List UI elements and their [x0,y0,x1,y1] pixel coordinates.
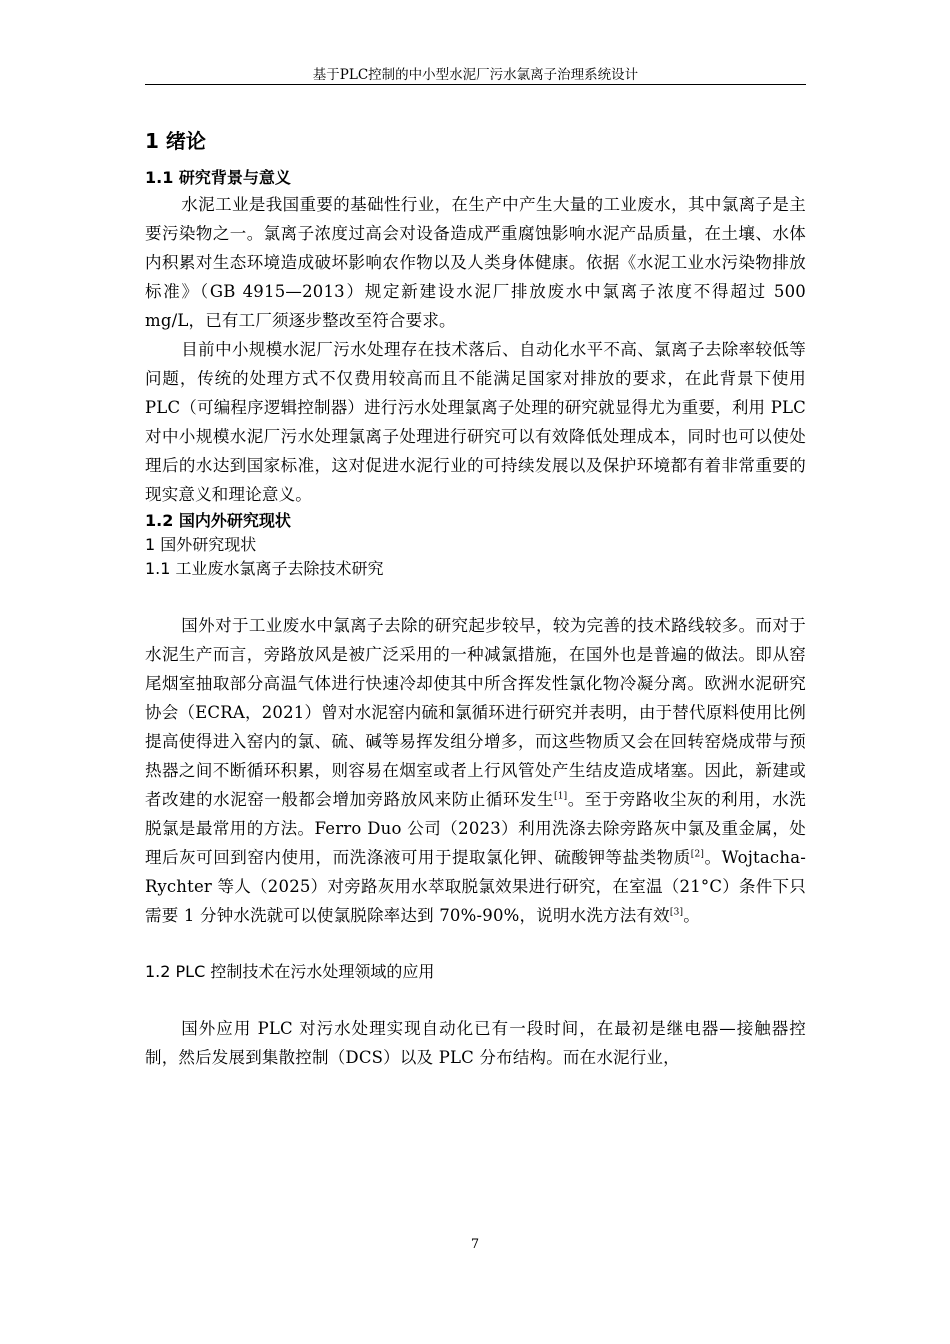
running-header: 基于PLC控制的中小型水泥厂污水氯离子治理系统设计 [312,67,639,83]
header-divider [145,84,806,85]
citation-3: [3] [669,907,684,918]
section-heading-background: 1.1 研究背景与意义 [145,168,291,187]
citation-1: [1] [554,791,568,802]
section-heading-research-status: 1.2 国内外研究现状 [145,511,291,530]
subheading-plc-application: 1.2 PLC 控制技术在污水处理领域的应用 [145,962,435,981]
paragraph-text: 。 [683,906,700,925]
subheading-foreign-research: 1 国外研究现状 [145,535,257,554]
paragraph-plc-application: 国外应用 PLC 对污水处理实现自动化已有一段时间，在最初是继电器—接触器控制，然后发展到集散控制（DCS）以及 PLC 分布结构。而在水泥行业， [145,1019,806,1067]
chapter-heading: 1 绪论 [145,129,206,153]
document-body [145,124,806,1072]
spacer [145,930,806,960]
paragraph-background-1: 水泥工业是我国重要的基础性行业，在生产中产生大量的工业废水，其中氯离子是主要污染物之一。氯离子浓度过高会对设备造成严重腐蚀影响水泥产品质量，在土壤、水体内积累对生态环境造成破坏影响农作物以及人类身体健康。依据《水泥工业水污染物排放标准》（GB 4915—2013）规定新建设水泥厂排放废水中氯离子浓度不得超过 500 mg/L，已有工厂须逐步整改至符合要求。 [145,195,806,330]
paragraph-text: 国外对于工业废水中氯离子去除的研究起步较早，较为完善的技术路线较多。而对于水泥生产而言，旁路放风是被广泛采用的一种减氯措施，在国外也是普遍的做法。即从窑尾烟室抽取部分高温气体进行快速冷却使其中所含挥发性氯化物冷凝分离。欧洲水泥研究协会（ECRA，2021）曾对水泥窑内硫和氯循环进行研究并表明，由于替代原料使用比例提高使得进入窑内的氯、硫、碱等易挥发组分增多，而这些物质又会在回转窑烧成带与预热器之间不断循环积累，则容易在烟室或者上行风管处产生结皮造成堵塞。因此，新建或者改建的水泥窑一般都会增加旁路放风来防止循环发生 [145,616,806,809]
paragraph-background-2: 目前中小规模水泥厂污水处理存在技术落后、自动化水平不高、氯离子去除率较低等问题，传统的处理方式不仅费用较高而且不能满足国家对排放的要求，在此背景下使用 PLC（可编程序逻辑控制器）进行污水处理氯离子处理的研究就显得尤为重要，利用 PLC 对中小规模水泥厂污水处理氯离子处理进行研究可以有效降低处理成本，同时也可以使处理后的水达到国家标准，这对促进水泥行业的可持续发展以及保护环境都有着非常重要的现实意义和理论意义。 [145,340,806,504]
page-number: 7 [470,1237,480,1252]
spacer [145,984,806,1014]
citation-2: [2] [690,849,705,860]
paragraph-text: 。Wojtacha-Rychter 等人（2025）对旁路灰用水萃取脱氯效果进行研究，在室温（21°C）条件下只需要 1 分钟水洗就可以使氯脱除率达到 70%-90%，说明水洗方法有效 [145,848,807,925]
paragraph-chloride-removal [145,611,806,930]
paragraph-text: 。至于旁路收尘灰的利用，水洗脱氯是最常用的方法。Ferro Duo 公司（2023）利用洗涤去除旁路灰中氯及重金属，处理后灰可回到窑内使用，而洗涤液可用于提取氯化钾、硫酸钾等盐类物质 [145,790,806,867]
spacer [145,581,806,611]
subheading-chloride-removal: 1.1 工业废水氯离子去除技术研究 [145,559,384,578]
